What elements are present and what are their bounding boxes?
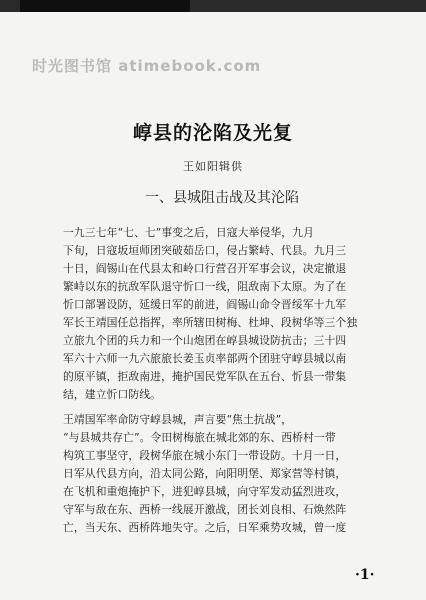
body-line: 在飞机和重炮掩护下，进犯崞县城，向守军发动猛烈进攻， (63, 485, 347, 498)
page-title: 崞县的沦陷及光复 (132, 122, 293, 144)
page-number: ·1· (355, 567, 375, 583)
body-line: 构筑工事坚守，段树华旅在城小东门一带设防。十月一日， (63, 449, 347, 462)
scan-edge (0, 0, 426, 12)
watermark: 时光图书馆 atimebook.com (32, 57, 262, 75)
paragraph-gap (63, 404, 407, 411)
body-line: 立旅九个团的兵力和一个山炮团在崞县城设防抗击；三十四 (63, 334, 347, 347)
author-line: 王如阳辑供 (183, 160, 243, 173)
body-line: 结，建立忻口防线。 (63, 388, 162, 401)
body-line: 守军与敌在东、西桥一线展开激战，团长刘良相、石焕然阵 (63, 503, 347, 516)
body-text (63, 224, 407, 537)
body-line: 军长王靖国任总指挥，率所辖田树梅、杜坤、段树华等三个独 (63, 316, 358, 329)
section-heading: 一、县城阻击战及其沦陷 (145, 190, 299, 206)
body-line: 十日，阎锡山在代县太和岭口行营召开军事会议，决定撤退 (63, 262, 347, 275)
body-line: 一九三七年“七、七”事变之后，日寇大举侵华，九月 (63, 226, 314, 239)
body-line: 军六十六师一九六旅旅长姜玉贞率部两个团驻守崞县城以南 (63, 352, 347, 365)
body-line: 繁峙以东的抗敌军队退守忻口一线，阻敌南下太原。为了在 (63, 280, 347, 293)
body-line: 日军从代县方向，沿太同公路，向阳明堡、郑家营等村镇， (63, 467, 347, 480)
body-line: 下旬，日寇坂垣师团突破茹岳口，侵占繁峙、代县。九月三 (63, 244, 347, 257)
body-line: 的原平镇，拒敌南进，掩护国民党军队在五台、忻县一带集 (63, 370, 347, 383)
body-line: 忻口部署设防，延缓日军的前进，阎锡山命令晋绥军十九军 (63, 298, 347, 311)
body-line: 亡，当天东、西桥阵地失守。之后，日军乘势攻城，曾一度 (63, 521, 347, 534)
body-line: “与县城共存亡”。令田树梅旅在城北郊的东、西桥村一带 (63, 431, 336, 444)
body-line: 王靖国军率命防守崞县城，声言要“焦土抗战”， (63, 413, 293, 426)
